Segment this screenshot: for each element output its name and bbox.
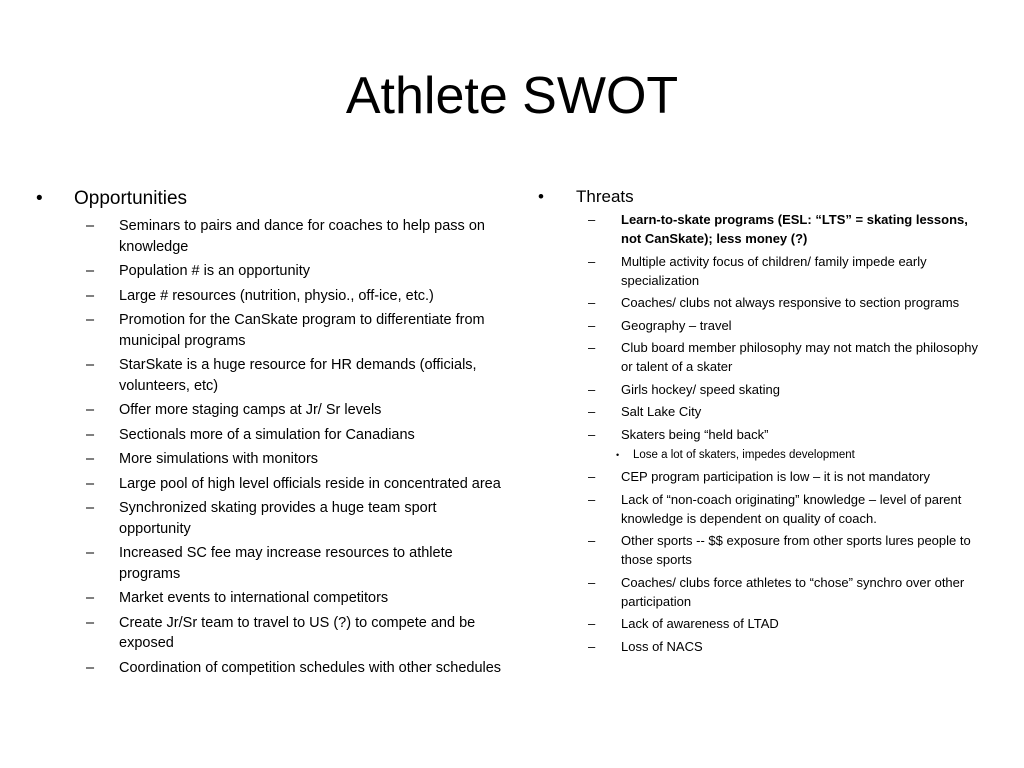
list-item-text: Promotion for the CanSkate program to differentiate from municipal programs [119,312,485,349]
list-item [86,474,506,495]
list-item [86,355,506,396]
list-item-text: Coordination of competition schedules with other schedules [119,659,502,676]
list-item-text: Coaches/ clubs not always responsive to section programs [621,295,960,310]
list-item [86,216,506,257]
dash-icon: – [588,533,596,548]
opportunities-column [36,186,506,682]
list-item [588,210,988,248]
dash-icon: – [588,638,596,654]
threats-heading-row [538,186,988,208]
bullet-icon: • [538,187,544,206]
opportunities-list [86,216,506,678]
slide-title: Athlete SWOT [345,67,679,125]
list-item [588,573,988,611]
list-item-text: Coaches/ clubs force athletes to “chose” synchro over other participation [621,574,965,609]
list-item [588,293,988,312]
list-item-text: Population # is an opportunity [119,263,311,279]
dash-icon: – [588,381,596,397]
list-item [86,613,506,654]
dash-icon: – [86,451,95,467]
sub-list-item-text: Lose a lot of skaters, impedes development [633,449,855,461]
list-item [86,588,506,609]
list-item [86,286,506,307]
list-item-text: Skaters being “held back” [621,426,769,442]
list-item-text: Lack of “non-coach originating” knowledge – level of parent knowledge is dependent on quality of coach. [621,491,962,526]
bullet-icon: • [36,188,43,209]
dash-icon: – [588,616,596,631]
dash-icon: – [86,402,95,418]
list-item [588,531,988,569]
dash-icon: – [86,590,95,606]
list-item [86,449,506,470]
dash-icon: – [588,317,596,333]
list-item-text: Market events to international competitors [119,590,389,606]
dash-icon: – [588,574,596,590]
list-item-text: Seminars to pairs and dance for coaches to help pass on knowledge [119,218,485,255]
list-item [86,658,506,679]
opportunities-heading-row [36,186,506,212]
list-item [588,252,988,290]
list-item [588,402,988,421]
list-item-text: Learn-to-skate programs (ESL: “LTS” = skating lessons, not CanSkate); less money (?) [621,212,968,246]
threats-sublist [616,447,988,464]
list-item-text: Multiple activity focus of children/ family impede early specialization [621,253,927,288]
list-item-text: Offer more staging camps at Jr/ Sr levels [119,402,382,418]
dash-icon: – [588,469,596,484]
list-item-text: Salt Lake City [621,404,702,419]
list-item-text: Increased SC fee may increase resources to athlete programs [119,545,453,582]
list-item [86,543,506,584]
threats-list-continued [588,467,988,656]
list-item [588,637,988,656]
threats-heading: Threats [576,187,634,206]
list-item [588,316,988,335]
dash-icon: – [86,218,95,234]
list-item-text: Lack of awareness of LTAD [621,616,779,631]
dash-icon: – [86,545,95,561]
sub-list-item [616,447,988,464]
list-item-text: Other sports -- $$ exposure from other sports lures people to those sports [621,533,971,567]
dash-icon: – [588,295,596,310]
list-item [86,261,506,282]
dash-icon: – [588,404,596,419]
dash-icon: – [86,263,95,279]
dash-icon: – [86,426,95,443]
list-item-text: StarSkate is a huge resource for HR demands (officials, volunteers, etc) [119,357,477,394]
list-item [588,467,988,486]
list-item [86,498,506,539]
list-item-text: Large pool of high level officials reside in concentrated area [119,475,501,492]
dash-icon: – [588,253,596,269]
list-item-text: Girls hockey/ speed skating [621,381,780,397]
list-item [588,614,988,633]
dash-icon: – [86,500,95,516]
list-item-text: CEP program participation is low – it is not mandatory [621,469,931,484]
opportunities-heading: Opportunities [74,188,188,209]
list-item-text: Geography – travel [621,317,732,333]
threats-column [538,186,988,659]
list-item-text: Synchronized skating provides a huge team sport opportunity [119,500,437,537]
list-item [86,425,506,446]
dash-icon: – [86,475,95,492]
list-item [86,400,506,421]
list-item [588,490,988,528]
dash-icon: – [86,659,95,676]
list-item [86,310,506,351]
dash-icon: – [588,212,596,227]
bullet-icon: • [616,450,620,460]
dash-icon: – [86,614,95,631]
list-item [588,338,988,376]
dash-icon: – [588,340,596,355]
list-item-text: Sectionals more of a simulation for Canadians [119,426,415,443]
dash-icon: – [86,287,95,304]
list-item-text: Loss of NACS [621,638,703,654]
dash-icon: – [588,491,596,507]
list-item-text: Create Jr/Sr team to travel to US (?) to compete and be exposed [119,614,476,651]
dash-icon: – [86,357,95,373]
list-item-text: More simulations with monitors [119,451,319,467]
list-item [588,425,988,444]
dash-icon: – [86,312,95,328]
threats-list [588,210,988,444]
list-item-text: Large # resources (nutrition, physio., off-ice, etc.) [119,287,434,304]
dash-icon: – [588,426,596,442]
list-item-text: Club board member philosophy may not match the philosophy or talent of a skater [621,340,978,374]
list-item [588,380,988,399]
